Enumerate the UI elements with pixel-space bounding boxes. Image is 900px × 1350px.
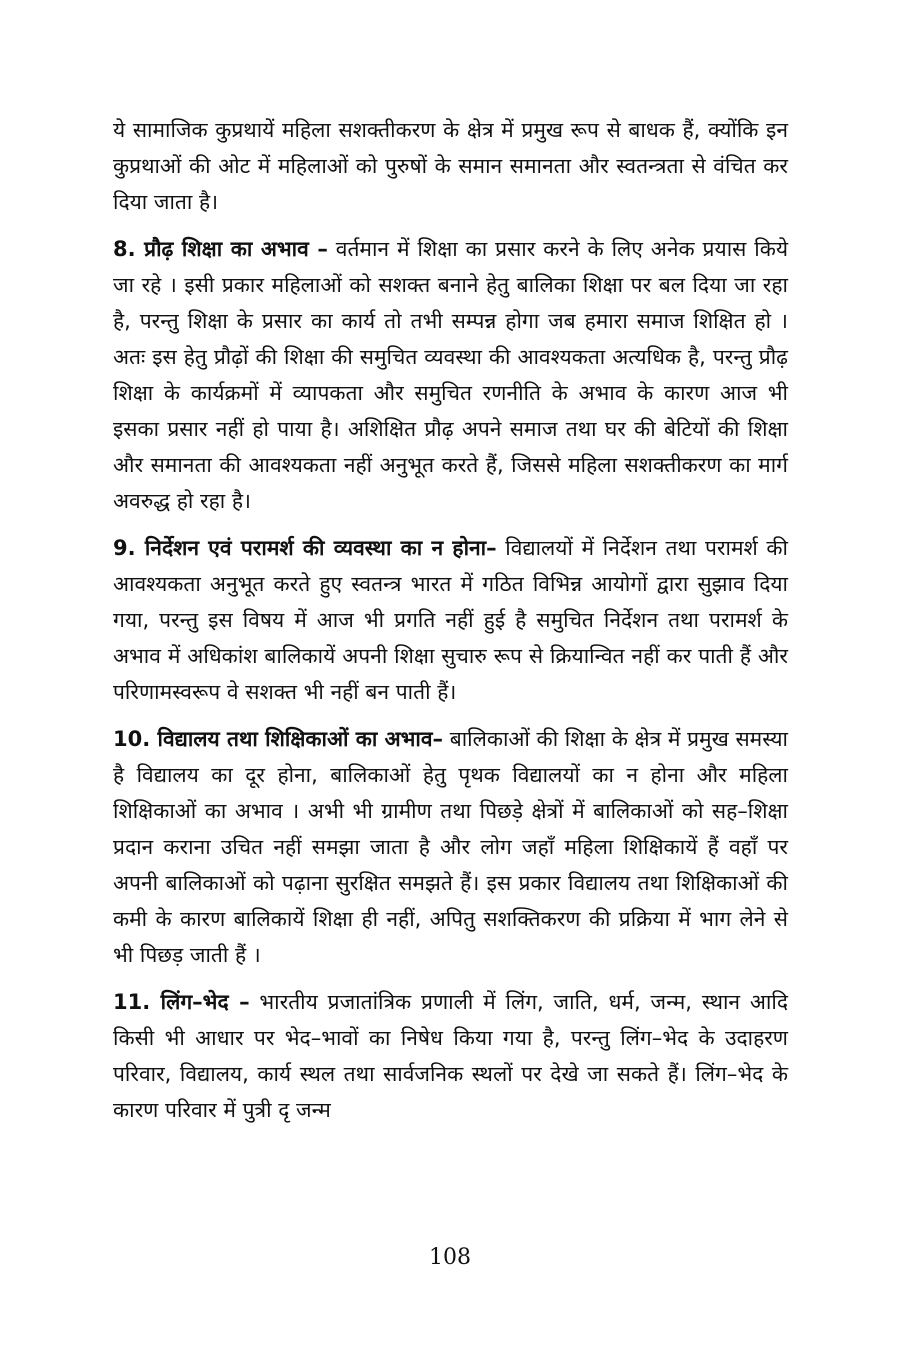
section-heading: 11. लिंग–भेद – [113, 990, 250, 1014]
paragraph-text: ये सामाजिक कुप्रथायें महिला सशक्तीकरण के क्षेत्र में प्रमुख रूप से बाधक हैं, क्योंकि इन कुप्रथाओं की ओट में महिलाओं को पुरुषों के समान समानता और स्वतन्त्रता से वंचित कर दिया जाता है। [113, 118, 788, 214]
section-heading: 10. विद्यालय तथा शिक्षिकाओं का अभाव– [113, 727, 444, 751]
paragraph-adult-education [113, 231, 788, 519]
section-heading: 8. प्रौढ़ शिक्षा का अभाव – [113, 237, 328, 261]
paragraph-text: बालिकाओं की शिक्षा के क्षेत्र में प्रमुख समस्या है विद्यालय का दूर होना, बालिकाओं हेतु पृथक विद्यालयों का न होना और महिला शिक्षिकाओं का अभाव । अभी भी ग्रामीण तथा पिछड़े क्षेत्रों में बालिकाओं को सह–शिक्षा प्रदान कराना उचित नहीं समझा जाता है और लोग जहाँ महिला शिक्षिकायें हैं वहाँ पर अपनी बालिकाओं को पढ़ाना सुरक्षित समझते हैं। इस प्रकार विद्यालय तथा शिक्षिकाओं की कमी के कारण बालिकायें शिक्षा ही नहीं, अपितु सशक्तिकरण की प्रक्रिया में भाग लेने से भी पिछड़ जाती हैं । [113, 727, 788, 967]
paragraph-text: विद्यालयों में निर्देशन तथा परामर्श की आवश्यकता अनुभूत करते हुए स्वतन्त्र भारत में गठित विभिन्न आयोगों द्वारा सुझाव दिया गया, परन्तु इस विषय में आज भी प्रगति नहीं हुई है समुचित निर्देशन तथा परामर्श के अभाव में अधिकांश बालिकायें अपनी शिक्षा सुचारु रूप से क्रियान्वित नहीं कर पाती हैं और परिणामस्वरूप वे सशक्त भी नहीं बन पाती हैं। [113, 536, 788, 704]
paragraph-text: वर्तमान में शिक्षा का प्रसार करने के लिए अनेक प्रयास किये जा रहे । इसी प्रकार महिलाओं को सशक्त बनाने हेतु बालिका शिक्षा पर बल दिया जा रहा है, परन्तु शिक्षा के प्रसार का कार्य तो तभी सम्पन्न होगा जब हमारा समाज शिक्षित हो । अतः इस हेतु प्रौढ़ों की शिक्षा की समुचित व्यवस्था की आवश्यकता अत्यधिक है, परन्तु प्रौढ़ शिक्षा के कार्यक्रमों में व्यापकता और समुचित रणनीति के अभाव के कारण आज भी इसका प्रसार नहीं हो पाया है। अशिक्षित प्रौढ़ अपने समाज तथा घर की बेटियों की शिक्षा और समानता की आवश्यकता नहीं अनुभूत करते हैं, जिससे महिला सशक्तीकरण का मार्ग अवरुद्ध हो रहा है। [113, 237, 789, 513]
section-heading: 9. निर्देशन एवं परामर्श की व्यवस्था का न होना– [113, 536, 497, 560]
paragraph-schools-teachers [113, 721, 788, 973]
page-number: 108 [429, 1245, 471, 1270]
document-body [113, 112, 788, 1128]
paragraph-social-evils [113, 112, 788, 220]
paragraph-guidance-counselling [113, 530, 788, 710]
paragraph-text: भारतीय प्रजातांत्रिक प्रणाली में लिंग, जाति, धर्म, जन्म, स्थान आदि किसी भी आधार पर भेद–भावों का निषेध किया गया है, परन्तु लिंग–भेद के उदाहरण परिवार, विद्यालय, कार्य स्थल तथा सार्वजनिक स्थलों पर देखे जा सकते हैं। लिंग–भेद के कारण परिवार में पुत्री दृ जन्म [113, 990, 788, 1122]
paragraph-gender-discrimination [113, 984, 788, 1128]
